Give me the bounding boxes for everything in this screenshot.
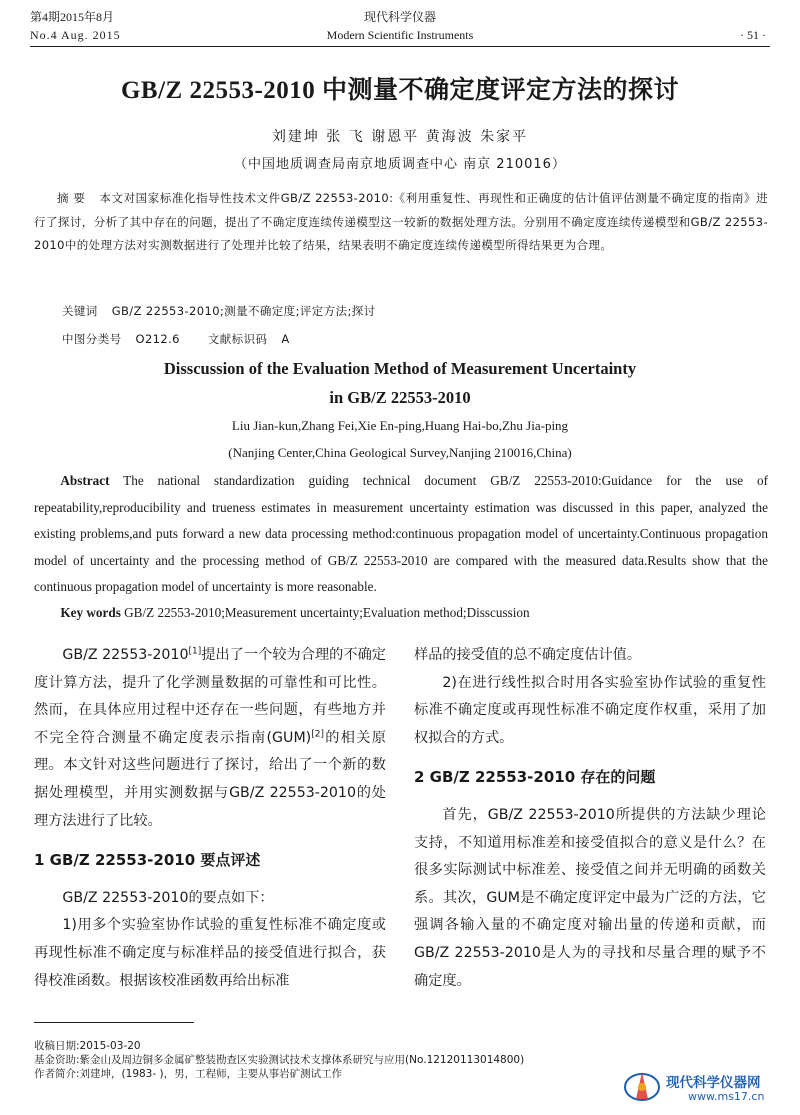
section-1-para-2: 1)用多个实验室协作试验的重复性标准不确定度或再现性标准不确定度与标准样品的接受值进行拟合，获得校准函数。根据该校准函数再给出标准: [34, 917, 386, 989]
footnote-fund: 基金资助:紫金山及周边铜多金属矿整装勘查区实验测试技术支撑体系研究与应用(No.12120113014800): [34, 1054, 525, 1066]
affiliation-cn: （中国地质调查局南京地质调查中心 南京 210016）: [234, 157, 566, 172]
logo-icon: [622, 1069, 662, 1105]
keywords-en-label: Key words: [60, 605, 121, 620]
intro-text-b: 提出了一个较为合理的不确定度计算方法，提升了化学测量数据的可靠性和可比性。然而，在具体应用过程中还存在一些问题，有些地方并不完全符合测量不确定度表示指南(GUM): [34, 647, 386, 746]
keywords-cn: [62, 300, 796, 324]
abstract-cn-text: 本文对国家标准化指导性技术文件GB/Z 22553-2010:《利用重复性、再现性和正确度的估计值评估测量不确定度的指南》进行了探讨，分析了其中存在的问题，提出了不确定度连续传递模型这一较新的数据处理方法。分别用不确定度连续传递模型和GB/Z 22553-2010中的处理方法对实测数据进行了处理并比较了结果，结果表明不确定度连续传递模型所得结果更为合理。: [34, 191, 768, 252]
keywords-cn-label: 关键词: [62, 304, 98, 318]
header-issue-cn: 第4期2015年8月: [30, 10, 115, 24]
doc-code-label: 文献标识码: [207, 332, 268, 346]
logo-name: 现代科学仪器网: [666, 1075, 761, 1091]
keywords-en-text: GB/Z 22553-2010;Measurement uncertainty;Evaluation method;Disscussion: [124, 605, 530, 620]
header-rule: [30, 46, 770, 47]
logo-url: www.ms17.cn: [688, 1090, 765, 1103]
section-2-heading: 2 GB/Z 22553-2010 存在的问题: [414, 768, 656, 787]
abstract-en-text: The national standardization guiding technical document GB/Z 22553-2010:Guidance for the use of repeatability,reproducibility and trueness estimates in measurement uncertainty estimation was discussed in this paper, analyzed the existing problems,and puts forward a new data processing method:continuous propagation model of uncertainty.Continuous propagation model of uncertainty and the processing method of GB/Z 22553-2010 are compared with the measured data.Results show that the continuous propagation model of uncertainty is more reasonable.: [34, 473, 768, 594]
title-en-line2: in GB/Z 22553-2010: [329, 388, 471, 407]
right-para-1: 样品的接受值的总不确定度估计值。: [414, 647, 642, 663]
section-1-para-1: GB/Z 22553-2010的要点如下：: [62, 889, 274, 906]
title-en-line1: Disscussion of the Evaluation Method of Measurement Uncertainty: [163, 359, 637, 378]
header-journal-en: Modern Scientific Instruments: [326, 28, 474, 42]
intro-paragraph: [34, 642, 386, 835]
header-journal-cn: 现代科学仪器: [363, 10, 436, 24]
page-number: · 51 ·: [740, 28, 766, 42]
left-column: [34, 642, 386, 995]
authors-en: Liu Jian-kun,Zhang Fei,Xie En-ping,Huang Hai-bo,Zhu Jia-ping: [231, 418, 569, 433]
abstract-en-label: Abstract: [60, 473, 110, 488]
section-1-heading: 1 GB/Z 22553-2010 要点评述: [34, 851, 261, 870]
right-para-2: 2)在进行线性拟合时用各实验室协作试验的重复性标准不确定度或再现性标准不确定度作权重，采用了加权拟合的方式。: [414, 674, 766, 746]
abstract-cn-label: 摘 要: [57, 191, 86, 205]
classification-label: 中图分类号: [62, 332, 122, 346]
paper-title: GB/Z 22553-2010 中测量不确定度评定方法的探讨: [120, 77, 680, 104]
classification-value: O212.6: [135, 332, 180, 346]
footnote-rule: [34, 1022, 194, 1023]
intro-text-c: 的相关原理。本文针对这些问题进行了探讨，给出了一个新的数据处理模型，并用实测数据与GB/Z 22553-2010的处理方法进行了比较。: [34, 729, 386, 829]
right-column: [414, 642, 766, 995]
footnote-author: 作者简介:刘建坤，(1983- )，男，工程师，主要从事岩矿测试工作: [34, 1068, 343, 1080]
watermark-logo: [622, 1065, 792, 1109]
keywords-cn-text: GB/Z 22553-2010;测量不确定度;评定方法;探讨: [111, 304, 376, 318]
doc-code-value: A: [281, 332, 290, 346]
abstract-cn: [34, 187, 768, 258]
header-issue-en: No.4 Aug. 2015: [30, 28, 121, 42]
classification: [62, 328, 796, 352]
footnote-received: 收稿日期:2015-03-20: [34, 1040, 141, 1052]
citation-1[interactable]: [1]: [188, 646, 202, 657]
authors-cn: 刘建坤 张 飞 谢恩平 黄海波 朱家平: [271, 129, 529, 145]
keywords-en: [34, 600, 768, 627]
affiliation-en: (Nanjing Center,China Geological Survey,Nanjing 210016,China): [228, 445, 572, 460]
abstract-en: [34, 468, 768, 601]
citation-2[interactable]: [2]: [311, 729, 324, 740]
intro-text-a: GB/Z 22553-2010: [62, 647, 189, 663]
section-2-para-1: 首先，GB/Z 22553-2010所提供的方法缺少理论支持，不知道用标准差和接受值拟合的意义是什么？在很多实际测试中标准差、接受值之间并无明确的函数关系。其次，GUM是不确定度评定中最为广泛的方法，它强调各输入量的不确定度对输出量的传递和贡献，而GB/Z 22553-2010是人为的寻找和尽量合理的赋予不确定度。: [414, 806, 766, 989]
